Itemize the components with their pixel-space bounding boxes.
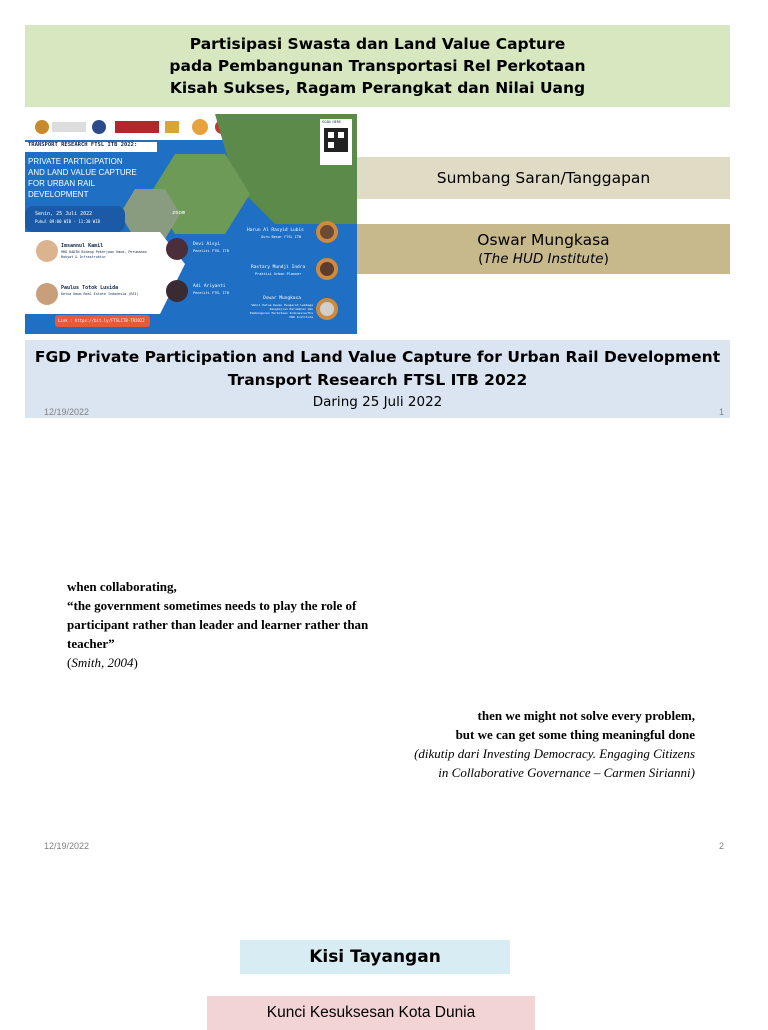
slide1-title xyxy=(25,25,730,107)
poster-speaker-5-name: Harun Al Rasyid Lubis xyxy=(247,228,304,233)
event-poster xyxy=(25,114,357,334)
slide2-date: 12/19/2022 xyxy=(44,841,90,851)
speaker-institution: (The HUD Institute) xyxy=(478,251,609,267)
fgd-title-line-2: Transport Research FTSL ITB 2022 xyxy=(227,371,528,389)
poster-heading-3: FOR URBAN RAIL xyxy=(28,179,96,188)
poster-speaker-5-role: Guru Besar FTSL ITB xyxy=(261,235,302,239)
poster-speaker-6-role: Praktisi Urban Planner xyxy=(255,272,302,276)
logo-kadin-icon xyxy=(115,121,159,133)
poster-speaker-4-name: Adi Ariyanti xyxy=(193,284,226,289)
avatar-speaker-2 xyxy=(36,283,58,305)
poster-speaker-4-role: Peneliti FTSL ITB xyxy=(193,291,229,295)
logo-hud-icon xyxy=(192,119,208,135)
title-line-3: Kisah Sukses, Ragam Perangkat dan Nilai Uang xyxy=(169,79,586,97)
quote1-intro: when collaborating, xyxy=(67,579,177,594)
poster-speaker-1-name: Imsannul Kamil xyxy=(61,243,104,249)
slide1-page-number: 1 xyxy=(719,407,725,417)
fgd-title-line-1: FGD Private Participation and Land Value Capture for Urban Rail Development xyxy=(34,348,721,366)
poster-speaker-3-role: Peneliti FTSL ITB xyxy=(193,249,229,253)
kisi-tayangan-label: Kisi Tayangan xyxy=(240,940,510,974)
quote1-line-3: teacher” xyxy=(67,636,115,651)
kunci-kesuksesan-label: Kunci Kesuksesan Kota Dunia xyxy=(207,996,535,1030)
quote2-line-2: but we can get some thing meaningful done xyxy=(455,727,695,742)
poster-schedule-time: Pukul 09:00 WIB - 11:30 WIB xyxy=(35,219,101,224)
speaker-block xyxy=(357,224,730,274)
quote-sirianni xyxy=(330,706,695,782)
quote2-citation-2: in Collaborative Governance – Carmen Sirianni) xyxy=(438,765,695,780)
fgd-date: Daring 25 Juli 2022 xyxy=(312,394,443,410)
quote2-citation-1: (dikutip dari Investing Democracy. Engaging Citizens xyxy=(414,746,695,761)
poster-heading-4: DEVELOPMENT xyxy=(28,190,89,199)
quote1-line-2: participant rather than leader and learner rather than xyxy=(67,617,369,632)
poster-zoom-label: zoom xyxy=(172,210,186,216)
poster-header: TRANSPORT RESEARCH FTSL ITB 2022: xyxy=(28,142,138,148)
avatar-speaker-3 xyxy=(166,238,188,260)
slide2-page-number: 2 xyxy=(719,841,725,851)
logo-itb-icon xyxy=(92,120,106,134)
poster-speaker-1-role: HRD KADIN Bidang Pekerjaan Umum, Perumahan Rakyat & Infrastruktur xyxy=(61,250,147,259)
avatar-speaker-4 xyxy=(166,280,188,302)
logo-ministry-icon xyxy=(52,122,86,132)
poster-speaker-2-role: Ketua Umum Real Estate Indonesia (REI) xyxy=(61,292,139,296)
quote1-line-1: “the government sometimes needs to play the role of xyxy=(67,598,357,613)
title-line-2: pada Pembangunan Transportasi Rel Perkotaan xyxy=(169,57,586,75)
fgd-info-box xyxy=(25,340,730,418)
quote1-citation: (Smith, 2004) xyxy=(67,655,138,670)
poster-heading-2: AND LAND VALUE CAPTURE xyxy=(28,168,137,177)
speaker-name: Oswar Mungkasa xyxy=(477,231,610,249)
poster-speaker-6-name: Rastary Mundji Indra xyxy=(251,265,306,270)
logo-garuda-icon xyxy=(35,120,49,134)
poster-heading-1: PRIVATE PARTICIPATION xyxy=(28,157,123,166)
poster-schedule-day: Senin, 25 Juli 2022 xyxy=(35,211,93,217)
poster-speaker-7-role: Wakil Ketua Dewan Pengarah Lembaga Pengkajian Perumahan dan Pembangunan Perkotaan Indonesia/The HUD Institute xyxy=(249,303,313,319)
quote-smith xyxy=(67,577,427,672)
logo-rei-icon xyxy=(165,121,179,133)
avatar-speaker-1 xyxy=(36,240,58,262)
poster-speaker-7-name: Oswar Mungkasa xyxy=(263,296,301,301)
slide1-date: 12/19/2022 xyxy=(44,407,90,417)
feedback-label: Sumbang Saran/Tanggapan xyxy=(357,157,730,199)
poster-speaker-3-name: Devi Aisyi xyxy=(193,242,221,247)
poster-speaker-2-name: Paulus Totok Lusida xyxy=(61,285,119,291)
quote2-line-1: then we might not solve every problem, xyxy=(477,708,695,723)
title-line-1: Partisipasi Swasta dan Land Value Capture xyxy=(189,35,566,53)
poster-link: Link : https://bit.ly/FTSLITB-TR2022 xyxy=(58,318,145,323)
poster-scan-label: SCAN HERE xyxy=(322,120,341,124)
